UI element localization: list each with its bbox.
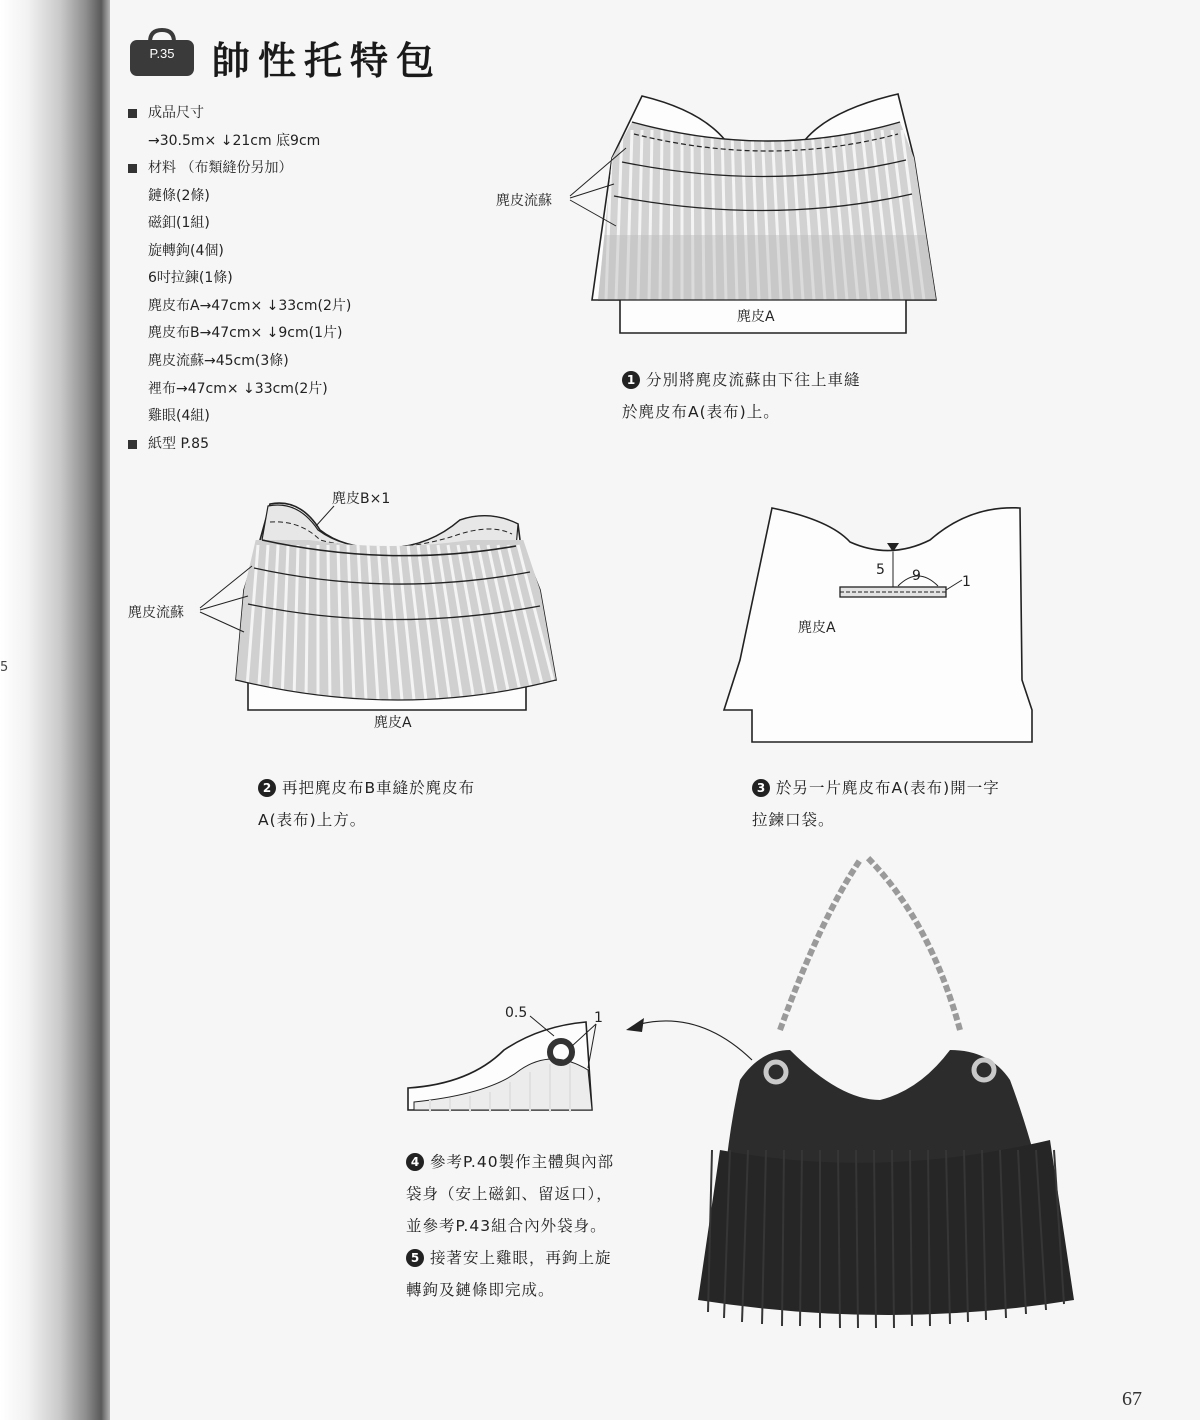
step-number: 2 (258, 779, 276, 797)
step-text: 轉鉤及鏈條即完成。 (406, 1281, 555, 1299)
diagram2-panel-label: 麂皮A (374, 715, 412, 731)
diagram2-fringe-label: 麂皮流蘇 (128, 605, 184, 621)
size-heading: 成品尺寸 (124, 100, 351, 128)
page-reference-text: P.35 (149, 46, 175, 61)
page-number: 67 (1122, 1388, 1142, 1410)
step-text: 於另一片麂皮布A(表布)開一字 (776, 779, 1000, 797)
diagram1-panel-label: 麂皮A (737, 309, 775, 325)
step-number: 1 (622, 371, 640, 389)
pattern-heading: 紙型 P.85 (124, 431, 351, 459)
gutter-mark: 5 (0, 660, 9, 675)
step-number: 3 (752, 779, 770, 797)
material-item: 旋轉鉤(4個) (148, 242, 224, 259)
step-text: 參考P.40製作主體與內部 (430, 1153, 615, 1171)
material-item: 磁釦(1組) (148, 215, 210, 232)
page-title: 帥性托特包 (212, 39, 443, 83)
bag-photo (698, 856, 1074, 1328)
material-item: 麂皮布A→47cm× ↓33cm(2片) (148, 297, 352, 314)
step-1 (622, 364, 861, 428)
material-item: 鏈條(2條) (148, 187, 210, 204)
step-text: 分別將麂皮流蘇由下往上車縫 (646, 371, 861, 389)
diagram4-dim-05: 0.5 (505, 1005, 528, 1021)
step-text: 並參考P.43組合內外袋身。 (406, 1217, 607, 1235)
materials-heading: 材料 （布類縫份另加） (124, 155, 351, 183)
step-4-5 (406, 1146, 614, 1306)
diagram2-top-label: 麂皮B×1 (332, 491, 391, 507)
material-item: 麂皮流蘇→45cm(3條) (148, 353, 289, 370)
step-number: 4 (406, 1153, 424, 1171)
diagram1-fringe-label: 麂皮流蘇 (496, 193, 552, 209)
step-number: 5 (406, 1249, 424, 1267)
arrow-icon (626, 1018, 644, 1032)
material-item: 裡布→47cm× ↓33cm(2片) (148, 380, 328, 397)
step-text: 袋身（安上磁釦、留返口）， (406, 1185, 613, 1203)
step-text: A(表布)上方。 (258, 811, 367, 829)
diagram3-panel-label: 麂皮A (798, 620, 836, 636)
step-text: 拉鍊口袋。 (752, 811, 835, 829)
material-item: 麂皮布B→47cm× ↓9cm(1片) (148, 325, 343, 342)
diagram3-dim-1: 1 (962, 574, 971, 590)
diagram3-dim-9: 9 (912, 568, 921, 584)
size-value: →30.5m× ↓21cm 底9cm (148, 132, 321, 149)
step-text: 於麂皮布A(表布)上。 (622, 403, 780, 421)
step-3 (752, 772, 1000, 836)
step-text: 接著安上雞眼，再鉤上旋 (430, 1249, 612, 1267)
diagram4-dim-1: 1 (594, 1010, 603, 1026)
material-item: 6吋拉鍊(1條) (148, 270, 233, 287)
material-item: 雞眼(4組) (148, 408, 210, 425)
diagram3-dim-5: 5 (876, 562, 885, 578)
step-text: 再把麂皮布B車縫於麂皮布 (282, 779, 476, 797)
step-2 (258, 772, 475, 836)
